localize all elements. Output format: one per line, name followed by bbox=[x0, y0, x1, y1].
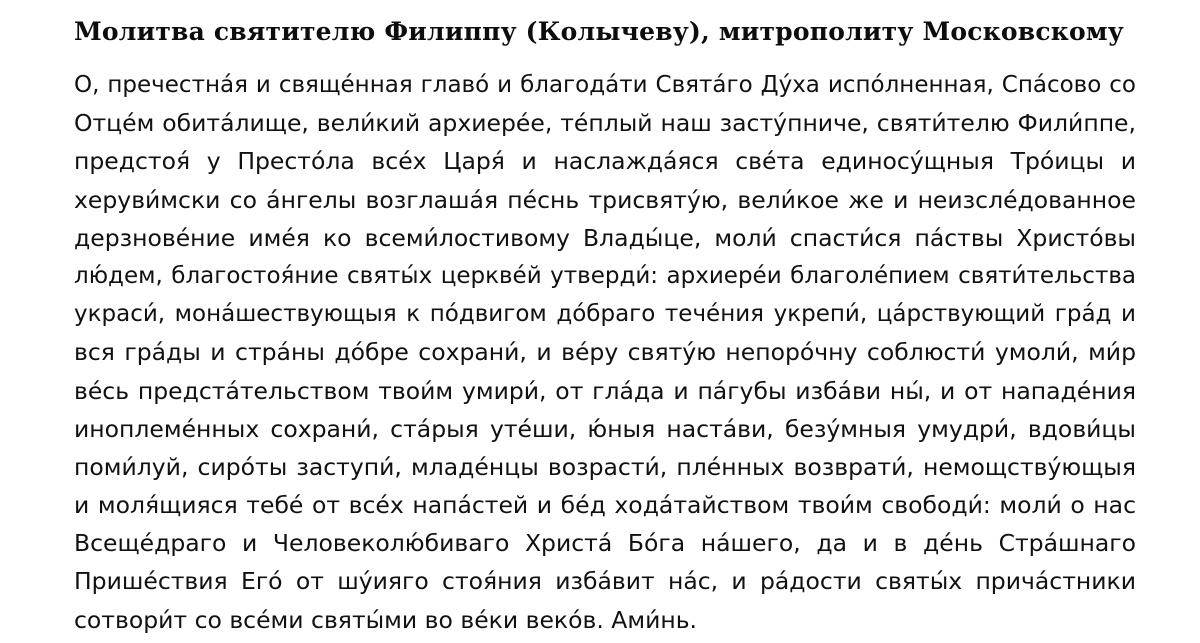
prayer-line: дерзнове́ние име́я ко всеми́лостивому Влады́це, моли́ спасти́ся па́ствы Христо́вы bbox=[74, 223, 1136, 252]
prayer-line: иноплеме́нных сохрани́, ста́рыя уте́ши, ю́ныя наста́ви, безу́мныя умудри́, вдови́цы bbox=[74, 414, 1136, 443]
prayer-title: Молитва святителю Филиппу (Колычеву), митрополиту Московскому bbox=[74, 17, 1125, 46]
prayer-line: Прише́ствия Его́ от шу́ияго стоя́ния изба́вит на́с, и ра́дости святы́х прича́стники bbox=[74, 567, 1136, 596]
prayer-line: херуви́мски со а́нгелы возглаша́я пе́снь трисвяту́ю, вели́кое же и неизсле́дованное bbox=[74, 185, 1136, 214]
prayer-line: лю́дем, благостоя́ние святы́х церкве́й утверди́: архиере́и благоле́пием святи́тельства bbox=[74, 262, 1136, 289]
prayer-line: О, пречестна́я и свяще́нная главо́ и благода́ти Свята́го Ду́ха испо́лненная, Спа́сово со bbox=[74, 72, 1136, 98]
prayer-line: сотвори́т со все́ми святы́ми во ве́ки веко́в. Ами́нь. bbox=[74, 605, 698, 634]
prayer-line: поми́луй, сиро́ты заступи́, младе́нцы возрасти́, пле́нных возврати́, немощству́ющыя bbox=[74, 452, 1136, 481]
prayer-line: предстоя́ у Престо́ла все́х Царя́ и наслажда́яся све́та единосу́щныя Тро́ицы и bbox=[74, 147, 1136, 176]
prayer-line: ве́сь предста́тельством твои́м умири́, от гла́да и па́губы изба́ви ны́, и от нападе́ния bbox=[74, 376, 1136, 405]
prayer-line: и моля́щияся тебе́ от все́х напа́стей и бе́д хода́тайством твои́м свободи́: моли́ о нас bbox=[74, 491, 1136, 520]
prayer-line: вся гра́ды и стра́ны до́бре сохрани́, и ве́ру святу́ю непоро́чну соблюсти́ умоли́, ми́р bbox=[74, 338, 1136, 367]
prayer-line: Всеще́драго и Человеколю́биваго Христа́ Бо́га на́шего, да и в де́нь Стра́шнаго bbox=[74, 529, 1136, 558]
prayer-line: Отце́м обита́лище, вели́кий архиере́е, те́плый наш засту́пниче, святи́телю Фили́ппе, bbox=[74, 109, 1136, 138]
prayer-line: украси́, мона́шествующыя к по́двигом до́браго тече́ния укрепи́, ца́рствующий гра́д и bbox=[74, 301, 1136, 328]
prayer-body bbox=[74, 66, 1136, 639]
